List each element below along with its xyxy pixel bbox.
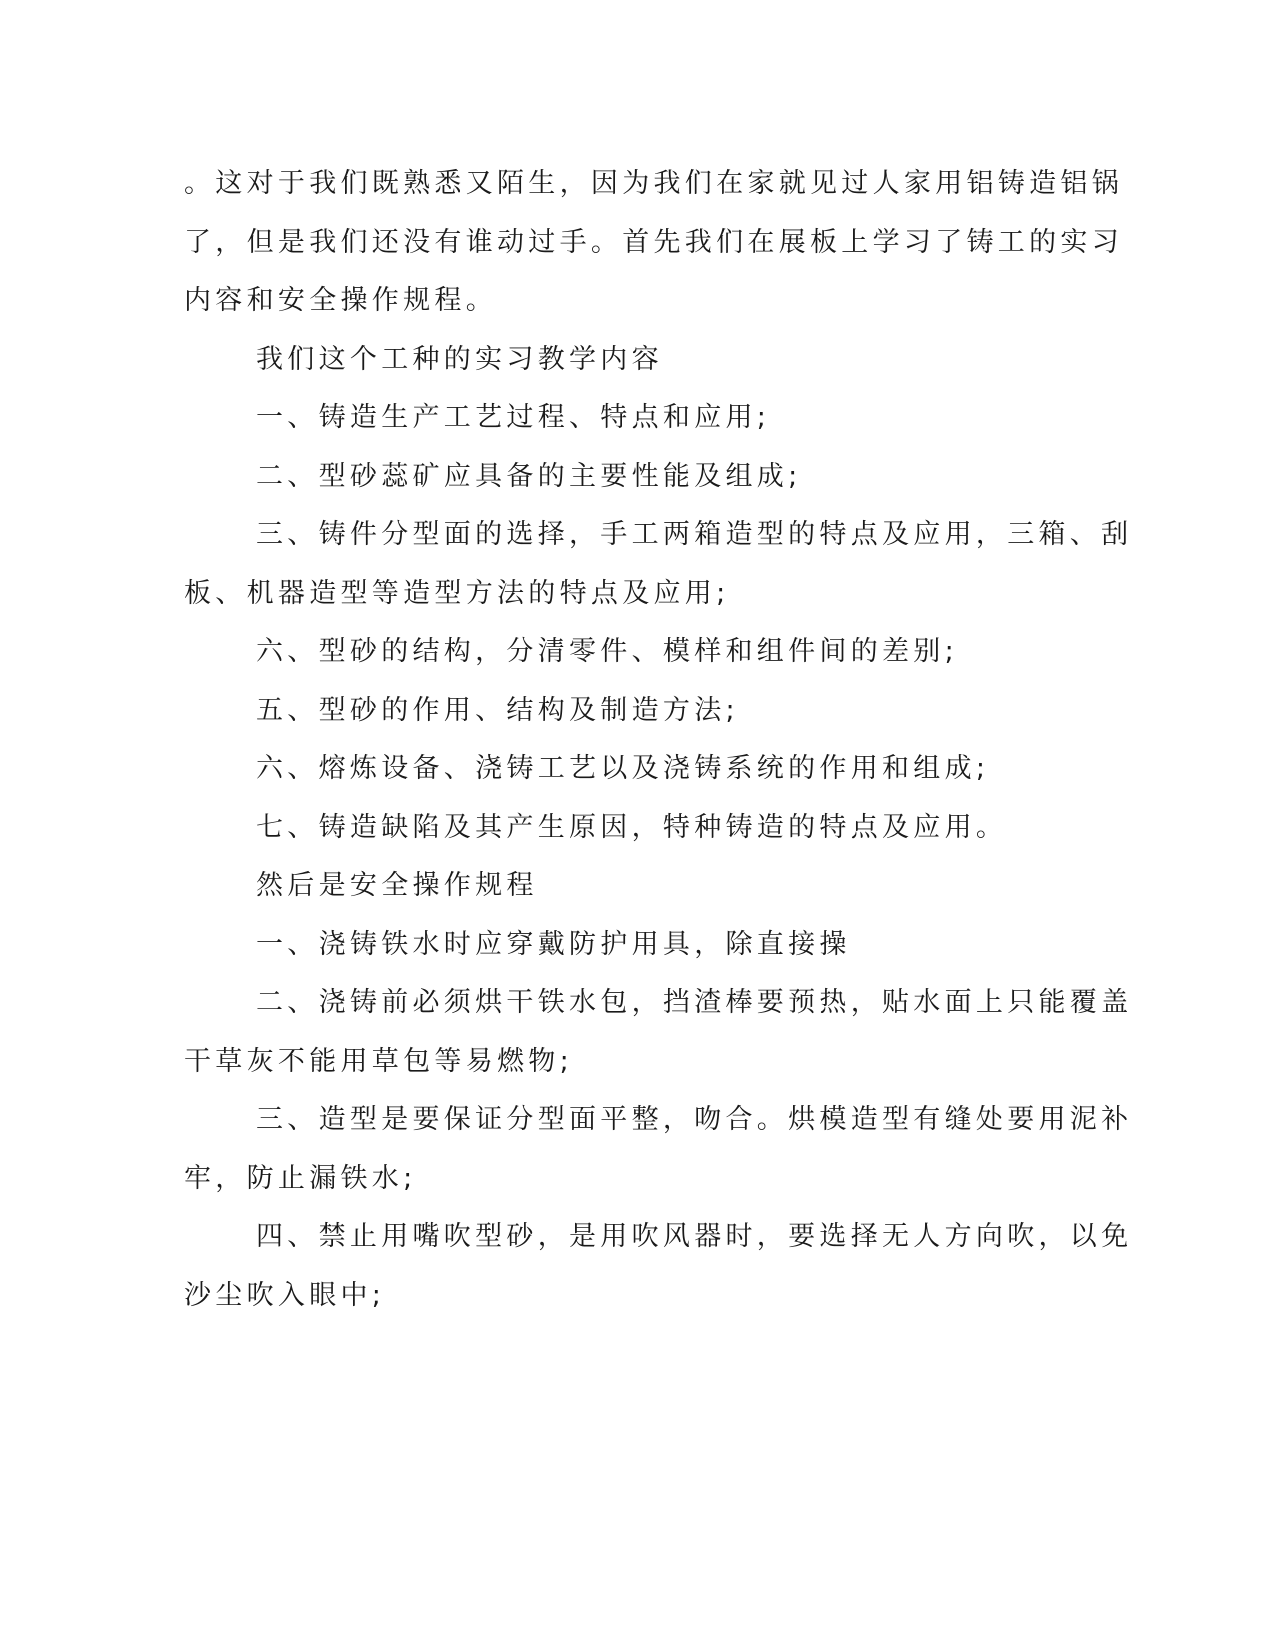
text-line: 二、型砂蕊矿应具备的主要性能及组成; xyxy=(256,460,802,492)
text-line: 一、铸造生产工艺过程、特点和应用; xyxy=(256,402,771,433)
text-line: 二、浇铸前必须烘干铁水包，挡渣棒要预热，贴水面上只能覆盖 xyxy=(256,987,1133,1018)
text-line: 七、铸造缺陷及其产生原因，特种铸造的特点及应用。 xyxy=(256,811,1008,843)
text-line: 六、型砂的结构，分清零件、模样和组件间的差别; xyxy=(256,636,958,667)
text-line: 板、机器造型等造型方法的特点及应用; xyxy=(184,577,730,609)
text-line: 六、熔炼设备、浇铸工艺以及浇铸系统的作用和组成; xyxy=(256,753,990,784)
text-line: 三、造型是要保证分型面平整，吻合。烘模造型有缝处要用泥补 xyxy=(256,1104,1133,1135)
text-line: 五、型砂的作用、结构及制造方法; xyxy=(256,694,739,726)
text-line: 然后是安全操作规程 xyxy=(256,870,538,901)
text-line: 内容和安全操作规程。 xyxy=(184,285,497,316)
text-line: 了，但是我们还没有谁动过手。首先我们在展板上学习了铸工的实习 xyxy=(184,226,1123,258)
text-line: 。这对于我们既熟悉又陌生，因为我们在家就见过人家用铝铸造铝锅 xyxy=(184,168,1123,199)
text-line: 四、禁止用嘴吹型砂，是用吹风器时，要选择无人方向吹，以免 xyxy=(256,1221,1133,1252)
text-line: 一、浇铸铁水时应穿戴防护用具，除直接操 xyxy=(256,928,851,960)
text-line: 我们这个工种的实习教学内容 xyxy=(256,343,663,375)
text-line: 沙尘吹入眼中; xyxy=(184,1279,386,1311)
text-line: 三、铸件分型面的选择，手工两箱造型的特点及应用，三箱、刮 xyxy=(256,519,1133,550)
document-body xyxy=(184,155,1133,1325)
text-line: 牢，防止漏铁水; xyxy=(184,1162,417,1194)
text-line: 干草灰不能用草包等易燃物; xyxy=(184,1045,573,1077)
